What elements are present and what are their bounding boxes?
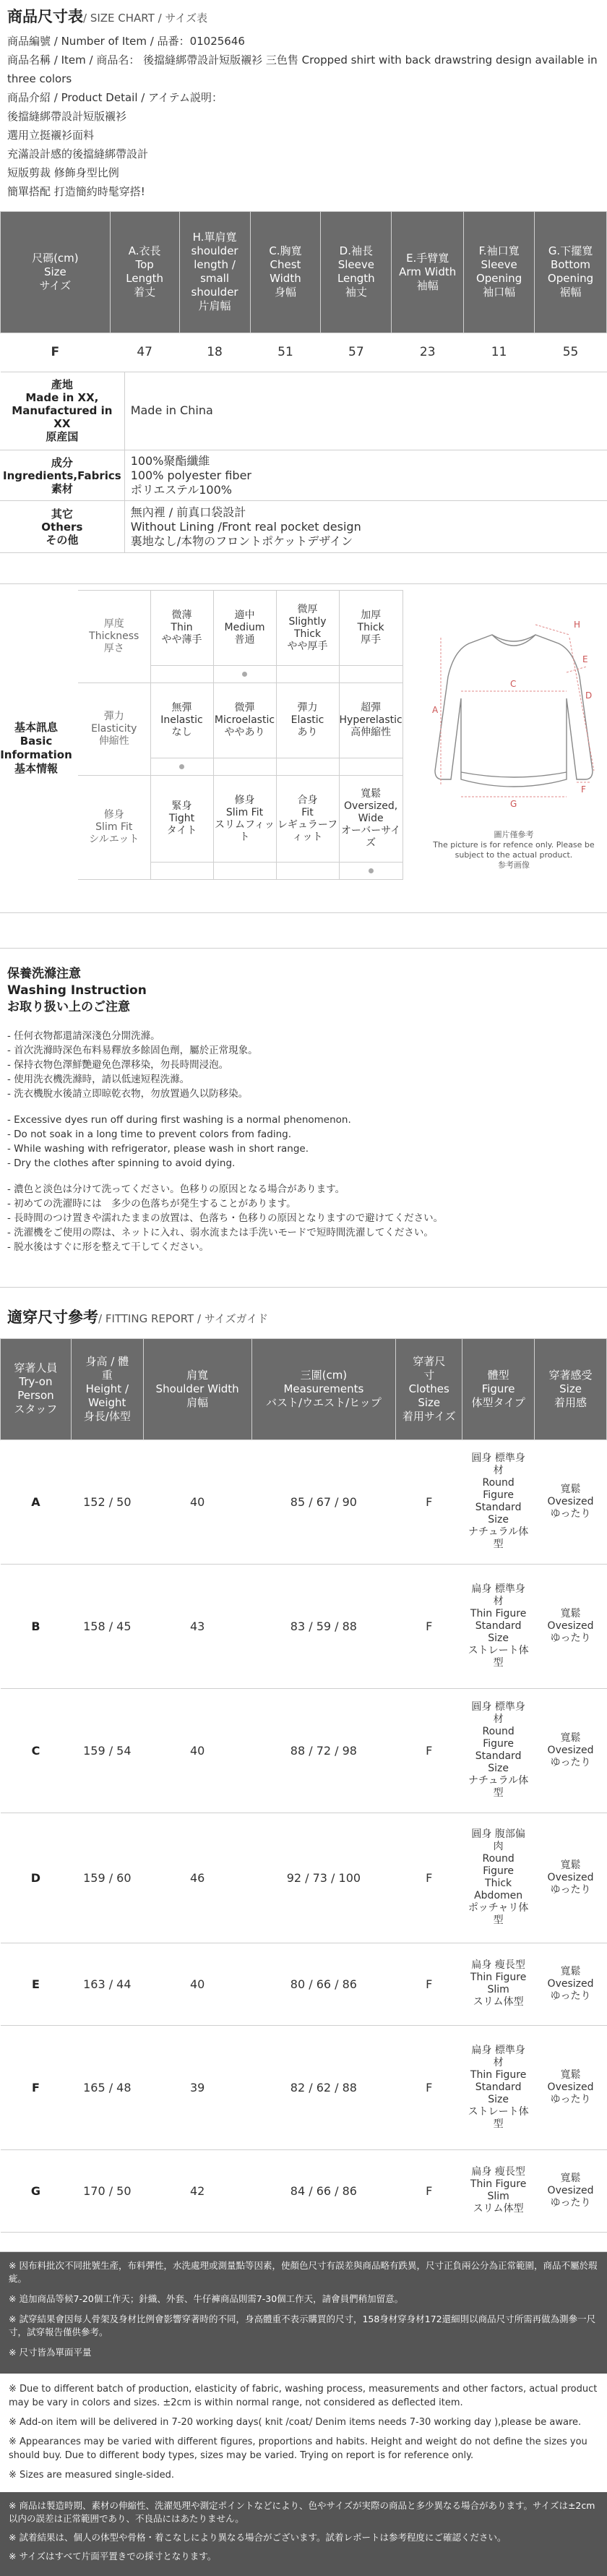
washing-line: - 初めての洗濯時には 多少の色落ちが発生することがあります。 <box>7 1198 296 1210</box>
size-chart-title-main: 商品尺寸表 <box>7 8 83 25</box>
fitting-cell-hw: 165 / 48 <box>71 2025 143 2149</box>
size-chart-title <box>7 7 600 27</box>
size-header-cell: G.下擺寬 Bottom Opening 裾幅 <box>535 211 607 333</box>
option-thickness: 微厚 Slightly Thick やや厚手 <box>276 591 339 666</box>
option-fit: 寬鬆 Oversized, Wide オーバーサイズ <box>339 776 402 863</box>
fitting-cell-meas: 84 / 66 / 86 <box>251 2149 396 2232</box>
fitting-cell-hw: 170 / 50 <box>71 2149 143 2232</box>
washing-line: - 長時間のつけ置きや濡れたままの放置は、色落ち・色移りの原因となりますので避けてください。 <box>7 1212 444 1225</box>
fitting-row <box>1 1564 607 1688</box>
product-info-line: 後擋縫綁帶設計短版襯衫 <box>7 109 127 123</box>
option-elasticity: 無彈 Inelastic なし <box>150 683 213 758</box>
note-line: ※ 尺寸皆為單面平量 <box>9 2346 92 2358</box>
basic-info-grid <box>78 590 403 880</box>
diagram-letter: F <box>581 784 586 795</box>
fitting-header-cell: 三圍(cm) Measurements バスト/ウエスト/ヒップ <box>251 1338 396 1439</box>
washing-line: - 保持衣物色澤鮮艷避免色澤移染，勿長時間浸泡。 <box>7 1059 229 1071</box>
fitting-cell-meas: 85 / 67 / 90 <box>251 1439 396 1564</box>
diagram-letter: H <box>574 620 581 630</box>
fitting-cell-hw: 159 / 60 <box>71 1813 143 1943</box>
fitting-cell-shoulder: 43 <box>143 1564 251 1688</box>
washing-line: - 使用洗衣機洗滌時，請以低速短程洗滌。 <box>7 1074 190 1086</box>
fitting-cell-meas: 82 / 62 / 88 <box>251 2025 396 2149</box>
size-cell: F <box>1 333 111 372</box>
fitting-cell-meas: 88 / 72 / 98 <box>251 1688 396 1813</box>
dot-cell <box>150 863 213 880</box>
fitting-cell-shoulder: 42 <box>143 2149 251 2232</box>
option-fit: 修身 Slim Fit スリムフィット <box>213 776 276 863</box>
washing-line: - 濃色と淡色は分けて洗ってください。色移りの原因となる場合があります。 <box>7 1184 345 1196</box>
fitting-header-cell: 肩寬 Shoulder Width 肩幅 <box>143 1338 251 1439</box>
fitting-cell-size: F <box>396 2025 462 2149</box>
option-thickness: 微薄 Thin やや薄手 <box>150 591 213 666</box>
fitting-cell-person: A <box>1 1439 72 1564</box>
selected-dot <box>369 868 374 873</box>
fitting-cell-figure: 扁身 標準身 材 Thin Figure Standard Size ストレート体 型 <box>462 2025 535 2149</box>
notes-en <box>0 2374 607 2492</box>
basic-row-label: 厚度 Thickness 厚さ <box>78 591 150 683</box>
fitting-cell-person: B <box>1 1564 72 1688</box>
fitting-row <box>1 1813 607 1943</box>
size-header-cell: 尺碼(cm) Size サイズ <box>1 211 111 333</box>
size-table <box>0 211 607 372</box>
option-elasticity: 彈力 Elastic あり <box>276 683 339 758</box>
note-line: ※ 試着結果は、個人の体型や骨格・着こなしにより異なる場合がございます。試着レポートは参考程度にご確認ください。 <box>9 2531 507 2543</box>
fitting-cell-size: F <box>396 1688 462 1813</box>
washing-line: - Excessive dyes run off during first washing is a normal phenomenon. <box>7 1114 351 1126</box>
size-cell: 57 <box>321 333 392 372</box>
fitting-cell-person: D <box>1 1813 72 1943</box>
size-cell: 55 <box>535 333 607 372</box>
size-header-cell: H.單肩寬 shoulder length / small shoulder 片肩幅 <box>179 211 250 333</box>
diagram-letter: G <box>510 799 517 810</box>
fitting-cell-size: F <box>396 1813 462 1943</box>
product-info-line: 商品名稱 / Item / 商品名： 後擋縫綁帶設計短版襯衫 三色售 Cropped shirt with back drawstring design available in three colors <box>7 53 598 85</box>
fitting-cell-person: C <box>1 1688 72 1813</box>
note-line: ※ 追加商品等候7-20個工作天；針織、外套、牛仔褲商品則需7-30個工作天，請會員們稍加留意。 <box>9 2293 404 2304</box>
dot-cell <box>213 666 276 683</box>
line-h <box>535 625 569 635</box>
fitting-cell-figure: 扁身 瘦長型 Thin Figure Slim スリム体型 <box>462 1943 535 2025</box>
washing-line: - Dry the clothes after spinning to avoid dying. <box>7 1158 236 1170</box>
fitting-table <box>0 1338 607 2233</box>
option-elasticity: 微彈 Microelastic ややあり <box>213 683 276 758</box>
diagram-letter: A <box>432 705 439 716</box>
fitting-row <box>1 2025 607 2149</box>
notes-zh <box>0 2252 607 2374</box>
selected-dot <box>179 764 184 769</box>
fitting-cell-person: F <box>1 2025 72 2149</box>
washing-line: - 首次洗滌時深色布料易釋放多餘固色劑，屬於正常現象。 <box>7 1045 258 1057</box>
size-cell: 51 <box>250 333 321 372</box>
ingredients-row <box>0 450 607 501</box>
fitting-cell-feel: 寬鬆 Ovesized ゆったり <box>535 1564 607 1688</box>
size-header-cell: E.手臂寬 Arm Width 袖幅 <box>392 211 464 333</box>
basic-row-label: 修身 Slim Fit シルエット <box>78 776 150 880</box>
origin-label <box>0 372 124 450</box>
size-chart-section <box>0 0 607 201</box>
fitting-cell-size: F <box>396 1943 462 2025</box>
fitting-cell-size: F <box>396 1439 462 1564</box>
size-header-cell: A.衣長 Top Length 着丈 <box>110 211 179 333</box>
origin-value: Made in China <box>124 372 607 450</box>
fitting-cell-feel: 寬鬆 Ovesized ゆったり <box>535 1813 607 1943</box>
fitting-header-cell: 穿著尺 寸 Clothes Size 着用サイズ <box>396 1338 462 1439</box>
dot-cell <box>339 863 402 880</box>
others-label-text: 其它 Others その他 <box>41 507 83 547</box>
note-line: ※ Due to different batch of production, elasticity of fabric, washing process, measurements and other factors, actual product may be vary in colors and sizes. ±2cm is within normal range, not considered as deflected item. <box>9 2383 598 2408</box>
washing-title-ja: お取り扱い上のご注意 <box>7 1000 130 1015</box>
origin-row <box>0 372 607 450</box>
dot-cell <box>150 758 213 776</box>
fitting-cell-figure: 扁身 標準身 材 Thin Figure Standard Size ストレート体 型 <box>462 1564 535 1688</box>
fitting-cell-figure: 圓身 標準身 材 Round Figure Standard Size ナチュラル体 型 <box>462 1439 535 1564</box>
fitting-row <box>1 1943 607 2025</box>
note-line: ※ 因布料批次不同批號生產，布料彈性，水洗處理或測量點等因素，使顏色尺寸有誤差與商品略有跌異，尺寸正負兩公分為正常範圍，商品不屬於瑕疵。 <box>9 2259 598 2284</box>
fitting-row <box>1 1439 607 1564</box>
fitting-cell-hw: 158 / 45 <box>71 1564 143 1688</box>
dot-cell <box>276 758 339 776</box>
basic-row-thickness <box>78 591 402 666</box>
dot-cell <box>339 666 402 683</box>
fitting-cell-feel: 寬鬆 Ovesized ゆったり <box>535 2149 607 2232</box>
fitting-cell-hw: 163 / 44 <box>71 1943 143 2025</box>
fitting-cell-shoulder: 46 <box>143 1813 251 1943</box>
basic-row-label: 彈力 Elasticity 伸縮性 <box>78 683 150 776</box>
product-info-line: 簡單搭配 打造簡約時髦穿搭! <box>7 184 145 198</box>
size-header-cell: D.袖長 Sleeve Length 袖丈 <box>321 211 392 333</box>
fitting-header-cell: 身高 / 體 重 Height / Weight 身長/体型 <box>71 1338 143 1439</box>
fitting-header-cell: 體型 Figure 体型タイプ <box>462 1338 535 1439</box>
size-table-header-row <box>1 211 607 333</box>
fitting-cell-hw: 159 / 54 <box>71 1688 143 1813</box>
notes-ja <box>0 2492 607 2576</box>
fitting-header-cell: 穿著人員 Try-on Person スタッフ <box>1 1338 72 1439</box>
ingredients-label-text: 成分 Ingredients,Fabrics 素材 <box>3 455 121 495</box>
diagram-caption: 圖片僅參考 The picture is for refence only. Please be subject to the actual product. 参考画像 <box>433 830 595 870</box>
option-thickness: 適中 Medium 普通 <box>213 591 276 666</box>
fitting-cell-shoulder: 39 <box>143 2025 251 2149</box>
fitting-cell-person: E <box>1 1943 72 2025</box>
fitting-cell-feel: 寬鬆 Ovesized ゆったり <box>535 2025 607 2149</box>
diagram-letter: E <box>582 654 588 665</box>
size-chart-title-sub: / SIZE CHART / サイズ表 <box>83 12 208 25</box>
basic-info-section <box>0 583 607 913</box>
note-line: ※ Sizes are measured single-sided. <box>9 2469 175 2481</box>
fitting-cell-feel: 寬鬆 Ovesized ゆったり <box>535 1943 607 2025</box>
fitting-cell-meas: 83 / 59 / 88 <box>251 1564 396 1688</box>
size-header-cell: F.袖口寬 Sleeve Opening 袖口幅 <box>464 211 535 333</box>
fitting-title <box>0 1308 607 1328</box>
washing-line: - 脱水後はすぐに形を整えて干してください。 <box>7 1241 210 1254</box>
product-detail-table <box>0 372 607 554</box>
fitting-cell-shoulder: 40 <box>143 1439 251 1564</box>
others-value: 無內裡 / 前真口袋設計 Without Lining /Front real pocket design 裏地なし/本物のフロントポケットデザイン <box>124 501 607 553</box>
product-info-lines <box>7 32 600 201</box>
fitting-table-body <box>1 1439 607 2232</box>
washing-line: - Do not soak in a long time to prevent colors from fading. <box>7 1129 292 1141</box>
origin-label-text: 產地 Made in XX, Manufactured in XX 原産国 <box>12 378 113 444</box>
size-cell: 23 <box>392 333 464 372</box>
washing-section <box>0 948 607 1288</box>
option-fit: 合身 Fit レギュラーフィット <box>276 776 339 863</box>
size-cell: 11 <box>464 333 535 372</box>
notes-section <box>0 2251 607 2576</box>
size-row <box>1 333 607 372</box>
dot-cell <box>339 758 402 776</box>
others-row <box>0 501 607 553</box>
fitting-table-header-row <box>1 1338 607 1439</box>
note-line: ※ サイズはすべて片面平置きでの採寸となります。 <box>9 2550 217 2562</box>
product-info-line: 商品編號 / Number of Item / 品番：01025646 <box>7 34 245 48</box>
washing-line: - While washing with refrigerator, please wash in short range. <box>7 1143 309 1155</box>
fitting-cell-figure: 圓身 腹部偏 肉 Round Figure Thick Abdomen ポッチャリ体 型 <box>462 1813 535 1943</box>
option-thickness: 加厚 Thick 厚手 <box>339 591 402 666</box>
dot-cell <box>276 863 339 880</box>
washing-line: - 任何衣物都還請深淺色分開洗滌。 <box>7 1030 160 1043</box>
diagram-letter: D <box>585 690 593 701</box>
basic-row-elasticity <box>78 683 402 758</box>
note-line: ※ 試穿結果會因每人骨架及身材比例會影響穿著時的不同，身高體重不表示購買的尺寸，158身材穿身材172還細則以商品尺寸所需再做為測參一尺寸，試穿報告僅供參考。 <box>9 2313 596 2337</box>
fitting-cell-size: F <box>396 2149 462 2232</box>
ingredients-label <box>0 450 124 501</box>
basic-info-label: 基本訊息 Basic Information 基本情報 <box>0 721 72 776</box>
size-cell: 47 <box>110 333 179 372</box>
washing-title-zh: 保養洗滌注意 <box>7 967 81 982</box>
sweater-outline <box>435 635 593 787</box>
product-info-line: 商品介紹 / Product Detail / アイテム説明： <box>7 90 223 104</box>
fitting-cell-figure: 扁身 瘦長型 Thin Figure Slim スリム体型 <box>462 2149 535 2232</box>
dot-cell <box>213 758 276 776</box>
diagram-letter: C <box>510 679 517 690</box>
basic-row-fit <box>78 776 402 863</box>
fitting-row <box>1 2149 607 2232</box>
note-line: ※ 商品は製造時期、素材の伸縮性、洗濯処理や測定ポイントなどにより、色やサイズが実際の商品と多少異なる場合があります。サイズは±2cm以内の誤差は正常範囲であり、不良品にはあたりません。 <box>9 2499 595 2524</box>
washing-title-en: Washing Instruction <box>7 983 147 998</box>
note-line: ※ Appearances may be varied with different figures, proportions and habits. Height and weight do not define the sizes you should buy. Due to different body types, sizes may be varied. Trying on report is for reference only. <box>9 2436 587 2461</box>
dot-cell <box>276 666 339 683</box>
fitting-cell-shoulder: 40 <box>143 1943 251 2025</box>
washing-en <box>7 1113 600 1171</box>
fitting-cell-figure: 圓身 標準身 材 Round Figure Standard Size ナチュラル体 型 <box>462 1688 535 1813</box>
fitting-cell-shoulder: 40 <box>143 1688 251 1813</box>
fitting-title-main: 適穿尺寸參考 <box>7 1309 98 1327</box>
fitting-cell-person: G <box>1 2149 72 2232</box>
selected-dot <box>242 672 247 677</box>
washing-line: - 洗衣機脫水後請立即晾乾衣物，勿放置過久以防移染。 <box>7 1088 249 1100</box>
product-info-line: 選用立挺襯衫面料 <box>7 128 95 142</box>
dot-cell <box>150 666 213 683</box>
fitting-cell-meas: 92 / 73 / 100 <box>251 1813 396 1943</box>
fitting-row <box>1 1688 607 1813</box>
fitting-cell-feel: 寬鬆 Ovesized ゆったり <box>535 1688 607 1813</box>
note-line: ※ Add-on item will be delivered in 7-20 working days( knit /coat/ Denim items needs 7-30 working day ),please be aware. <box>9 2416 582 2428</box>
fitting-cell-size: F <box>396 1564 462 1688</box>
fitting-cell-meas: 80 / 66 / 86 <box>251 1943 396 2025</box>
fitting-cell-feel: 寬鬆 Ovesized ゆったり <box>535 1439 607 1564</box>
size-header-cell: C.胸寬 Chest Width 身幅 <box>250 211 321 333</box>
fitting-header-cell: 穿著感受 Size 着用感 <box>535 1338 607 1439</box>
fitting-cell-hw: 152 / 50 <box>71 1439 143 1564</box>
washing-line: - 洗濯機をご使用の際は、ネットに入れ、弱水流または手洗いモードで短時間洗濯してください。 <box>7 1227 434 1239</box>
size-table-body <box>1 333 607 372</box>
product-info-line: 短版剪裁 修飾身型比例 <box>7 166 119 179</box>
option-elasticity: 超彈 Hyperelastic 高伸縮性 <box>339 683 402 758</box>
option-fit: 緊身 Tight タイト <box>150 776 213 863</box>
product-info-line: 充滿設計感的後擋縫綁帶設計 <box>7 147 149 161</box>
dot-cell <box>213 863 276 880</box>
others-label <box>0 501 124 553</box>
size-cell: 18 <box>179 333 250 372</box>
washing-ja <box>7 1182 600 1254</box>
washing-instructions <box>7 1029 600 1254</box>
washing-zh <box>7 1029 600 1101</box>
ingredients-value: 100%聚酯纖維 100% polyester fiber ポリエステル100% <box>124 450 607 501</box>
fitting-title-sub: / FITTING REPORT / サイズガイド <box>98 1312 269 1326</box>
